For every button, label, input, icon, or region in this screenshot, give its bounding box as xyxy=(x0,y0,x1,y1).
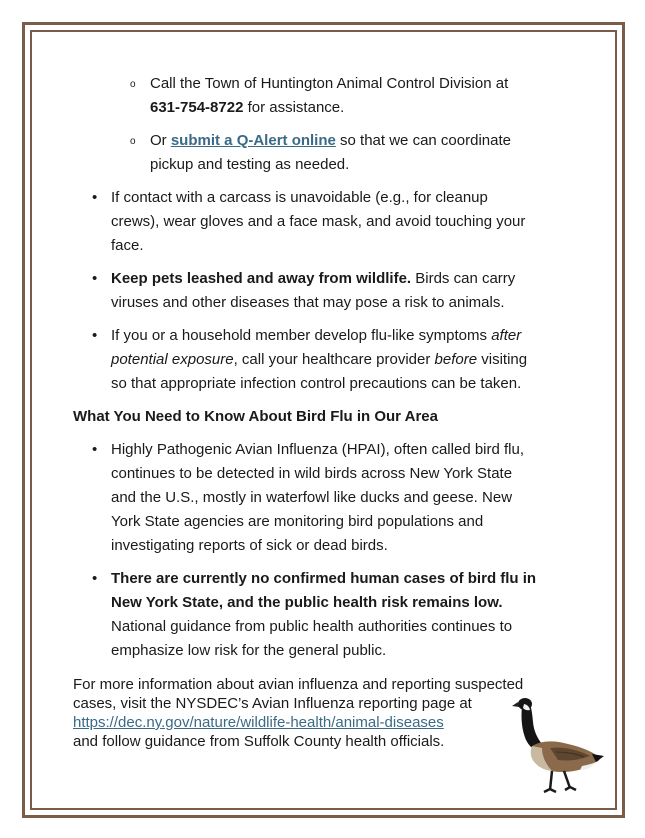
bullet-symptoms-line-2: potential exposure, call your healthcare provider before visiting xyxy=(111,351,528,368)
bullet-hpai-line-4: York State agencies are monitoring bird populations and xyxy=(111,513,484,530)
bullet-pets-line-1: Keep pets leashed and away from wildlife. Birds can carry xyxy=(111,270,516,287)
bullet-no-cases-line-3: National guidance from public health authorities continues to xyxy=(111,618,513,635)
bullet-carcass-line-3: face. xyxy=(111,237,144,254)
bullet-marker: • xyxy=(92,189,98,206)
sub-item-2-line-1: Or submit a Q-Alert online so that we can coordinate xyxy=(150,132,511,149)
bullet-hpai-line-3: and the U.S., mostly in waterfowl like ducks and geese. New xyxy=(111,489,513,506)
bullet-symptoms-line-1: If you or a household member develop flu-like symptoms after xyxy=(111,327,522,344)
nysdec-link[interactable]: https://dec.ny.gov/nature/wildlife-health/animal-diseases xyxy=(73,714,444,731)
bullet-hpai-line-2: continues to be detected in wild birds across New York State xyxy=(111,465,513,482)
bullet-marker: • xyxy=(92,270,98,287)
closing-line-4: and follow guidance from Suffolk County health officials. xyxy=(73,733,445,750)
bullet-marker: • xyxy=(92,327,98,344)
closing-line-1: For more information about avian influenza and reporting suspected xyxy=(73,676,524,693)
sub-bullet-marker: o xyxy=(130,136,136,147)
sub-item-1-line-1: Call the Town of Huntington Animal Control Division at xyxy=(150,75,509,92)
canada-goose-icon xyxy=(512,692,604,796)
bullet-carcass-line-1: If contact with a carcass is unavoidable (e.g., for cleanup xyxy=(111,189,488,206)
bullet-hpai-line-1: Highly Pathogenic Avian Influenza (HPAI), often called bird flu, xyxy=(111,441,525,458)
bullet-pets-line-2: viruses and other diseases that may pose a risk to animals. xyxy=(111,294,505,311)
phone-number: 631-754-8722 xyxy=(150,99,244,116)
section-heading: What You Need to Know About Bird Flu in Our Area xyxy=(73,408,438,425)
sub-item-1-line-2: 631-754-8722 for assistance. xyxy=(150,99,345,116)
bullet-no-cases-line-1: There are currently no confirmed human cases of bird flu in xyxy=(111,570,537,587)
sub-bullet-marker: o xyxy=(130,79,136,90)
bullet-carcass-line-2: crews), wear gloves and a face mask, and avoid touching your xyxy=(111,213,526,230)
sub-item-2-line-2: pickup and testing as needed. xyxy=(150,156,350,173)
bullet-marker: • xyxy=(92,441,98,458)
bullet-symptoms-line-3: so that appropriate infection control precautions can be taken. xyxy=(111,375,522,392)
bullet-hpai-line-5: investigating reports of sick or dead birds. xyxy=(111,537,388,554)
q-alert-link[interactable]: submit a Q-Alert online xyxy=(170,132,336,149)
bullet-marker: • xyxy=(92,570,98,587)
closing-line-2: cases, visit the NYSDEC’s Avian Influenza reporting page at xyxy=(73,695,472,712)
bullet-no-cases-line-2: New York State, and the public health risk remains low. xyxy=(111,594,503,611)
bullet-no-cases-line-4: emphasize low risk for the general public. xyxy=(111,642,387,659)
